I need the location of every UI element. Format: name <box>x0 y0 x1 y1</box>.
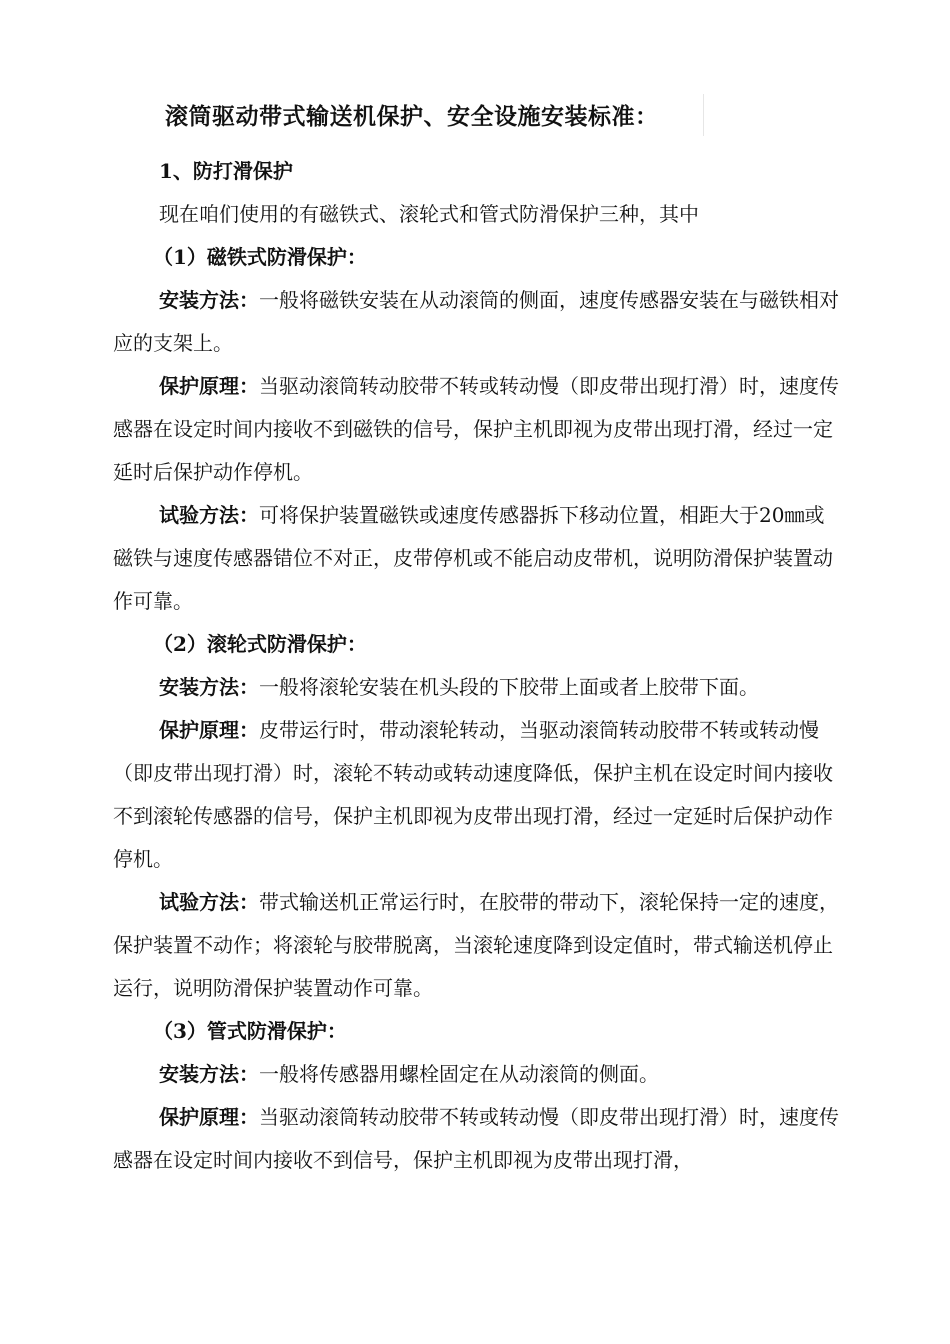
install-label: 安装方法： <box>159 675 259 699</box>
install-paragraph-tube <box>113 1053 843 1096</box>
install-label: 安装方法： <box>159 288 259 312</box>
install-text: 一般将传感器用螺栓固定在从动滚筒的侧面。 <box>259 1062 659 1086</box>
intro-paragraph: 现在咱们使用的有磁铁式、滚轮式和管式防滑保护三种，其中 <box>159 202 699 226</box>
document-title: 滚筒驱动带式输送机保护、安全设施安装标准： <box>165 103 659 130</box>
principle-label: 保护原理： <box>159 718 259 742</box>
install-label: 安装方法： <box>159 1062 259 1086</box>
install-paragraph-roller <box>113 666 843 709</box>
principle-paragraph-roller <box>113 709 843 881</box>
section-heading: 1、防打滑保护 <box>159 159 293 183</box>
principle-text: 当驱动滚筒转动胶带不转或转动慢（即皮带出现打滑）时，速度传感器在设定时间内接收不到信号，保护主机即视为皮带出现打滑， <box>113 1105 839 1172</box>
test-label: 试验方法： <box>159 890 259 914</box>
subsection-heading-roller: （2）滚轮式防滑保护： <box>153 632 367 656</box>
test-paragraph-magnet <box>113 494 843 623</box>
test-text: 可将保护装置磁铁或速度传感器拆下移动位置，相距大于20㎜或磁铁与速度传感器错位不对正，皮带停机或不能启动皮带机，说明防滑保护装置动作可靠。 <box>113 503 833 613</box>
install-text: 一般将滚轮安装在机头段的下胶带上面或者上胶带下面。 <box>259 675 759 699</box>
test-label: 试验方法： <box>159 503 259 527</box>
principle-label: 保护原理： <box>159 1105 259 1129</box>
test-paragraph-roller <box>113 881 843 1010</box>
install-text: 一般将磁铁安装在从动滚筒的侧面，速度传感器安装在与磁铁相对应的支架上。 <box>113 288 839 355</box>
test-text: 带式输送机正常运行时，在胶带的带动下，滚轮保持一定的速度，保护装置不动作；将滚轮与胶带脱离，当滚轮速度降到设定值时，带式输送机停止运行，说明防滑保护装置动作可靠。 <box>113 890 839 1000</box>
principle-text: 当驱动滚筒转动胶带不转或转动慢（即皮带出现打滑）时，速度传感器在设定时间内接收不到磁铁的信号，保护主机即视为皮带出现打滑，经过一定延时后保护动作停机。 <box>113 374 839 484</box>
principle-paragraph-magnet <box>113 365 843 494</box>
principle-label: 保护原理： <box>159 374 259 398</box>
title-box <box>155 94 704 136</box>
install-paragraph-magnet <box>113 279 843 365</box>
document-body <box>113 150 843 1182</box>
principle-paragraph-tube <box>113 1096 843 1182</box>
principle-text: 皮带运行时，带动滚轮转动，当驱动滚筒转动胶带不转或转动慢（即皮带出现打滑）时，滚轮不转动或转动速度降低，保护主机在设定时间内接收不到滚轮传感器的信号，保护主机即视为皮带出现打滑，经过一定延时后保护动作停机。 <box>113 718 833 871</box>
subsection-heading-tube: （3）管式防滑保护： <box>153 1019 347 1043</box>
subsection-heading-magnet: （1）磁铁式防滑保护： <box>153 245 367 269</box>
